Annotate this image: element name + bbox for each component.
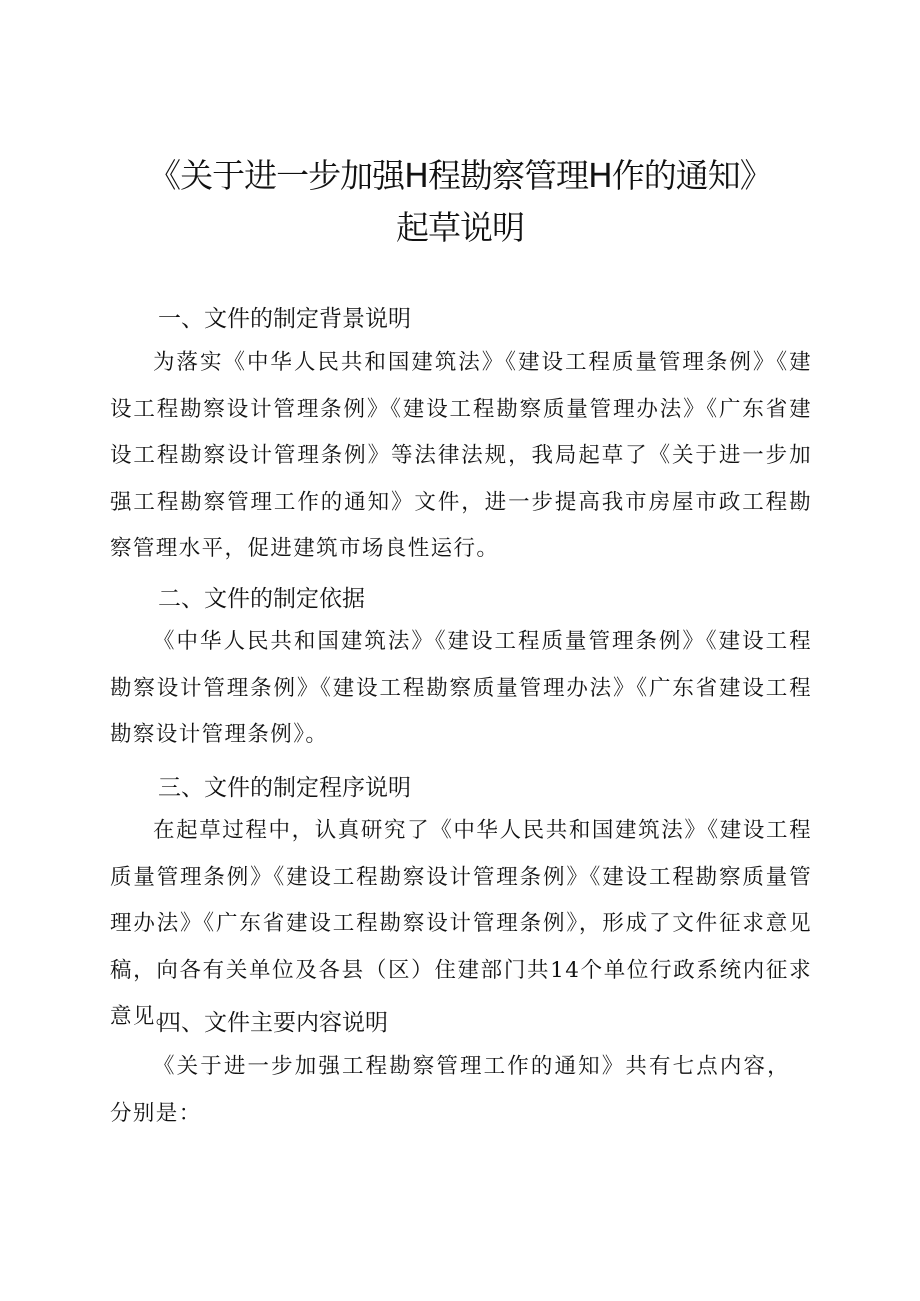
section-paragraph-procedure: 在起草过程中，认真研究了《中华人民共和国建筑法》《建设工程质量管理条例》《建设工程勘察设计管理条例》《建设工程勘察质量管理办法》《广东省建设工程勘察设计管理条例》，形成了文件征求意见稿，向各有关单位及各县（区）住建部门共14个单位行政系统内征求意见。: [110, 818, 812, 1029]
section-heading-content: 四、文件主要内容说明: [158, 1010, 388, 1036]
section-paragraph-background: 为落实《中华人民共和国建筑法》《建设工程质量管理条例》《建设工程勘察设计管理条例》《建设工程勘察质量管理办法》《广东省建设工程勘察设计管理条例》等法律法规，我局起草了《关于进一步加强工程勘察管理工作的通知》文件，进一步提高我市房屋市政工程勘察管理水平，促进建筑市场良性运行。: [110, 350, 812, 561]
document-subtitle: 起草说明: [396, 208, 524, 247]
section-heading-background: 一、文件的制定背景说明: [158, 306, 411, 332]
section-heading-procedure: 三、文件的制定程序说明: [158, 775, 411, 801]
section-paragraph-basis: 《中华人民共和国建筑法》《建设工程质量管理条例》《建设工程勘察设计管理条例》《建设工程勘察质量管理办法》《广东省建设工程勘察设计管理条例》。: [110, 629, 812, 747]
document-title: 《关于进一步加强H程勘察管理H作的通知》: [148, 156, 772, 195]
section-paragraph-content: 《关于进一步加强工程勘察管理工作的通知》共有七点内容，分别是：: [110, 1054, 790, 1126]
section-heading-basis: 二、文件的制定依据: [158, 586, 365, 612]
